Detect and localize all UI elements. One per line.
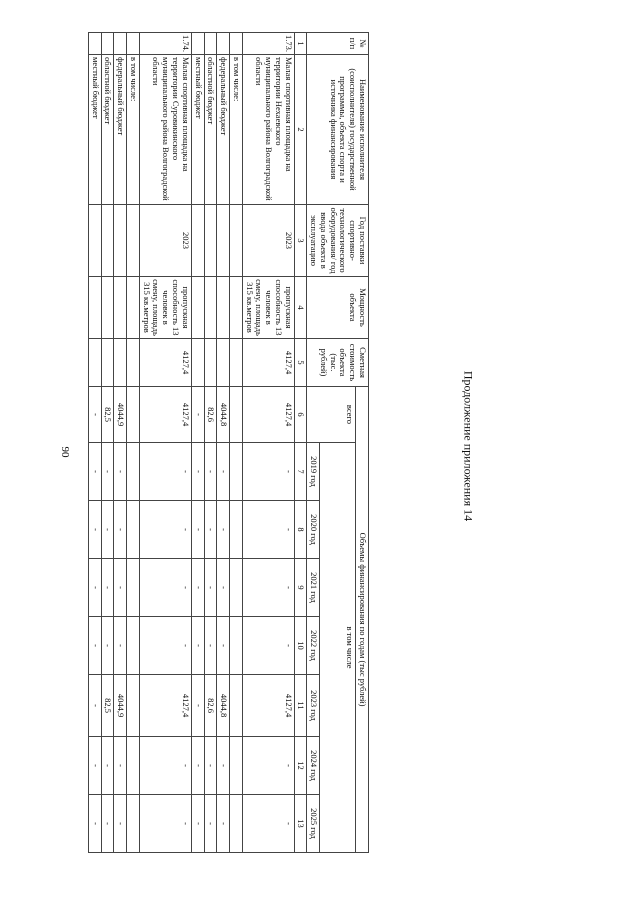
col-year-2022: 2022 год [307, 617, 320, 675]
cell-year [88, 205, 101, 277]
col-num-header: № п/п [307, 33, 369, 55]
cell-year-value: - [101, 501, 114, 559]
cell-year-value: - [101, 559, 114, 617]
cell-capacity [191, 277, 204, 339]
cell-year-value: - [114, 559, 127, 617]
cell-year-value [127, 617, 140, 675]
table-region [88, 32, 368, 839]
cell-year-value: - [114, 501, 127, 559]
cell-total: - [88, 387, 101, 443]
table-head [294, 33, 368, 853]
cell-year-value: - [191, 795, 204, 853]
col-year-2023: 2023 год [307, 675, 320, 737]
cell-year-value: - [139, 795, 191, 853]
col-year-2020: 2020 год [307, 501, 320, 559]
col-year-2025: 2025 год [307, 795, 320, 853]
cell-year-value: - [191, 675, 204, 737]
cell-year-value: 82,6 [204, 675, 217, 737]
cell-total: 4127,4 [242, 387, 294, 443]
index-cell: 6 [294, 387, 307, 443]
col-year-2019: 2019 год [307, 443, 320, 501]
appendix-header: Продолжение приложения 14 [461, 370, 476, 522]
cell-name: областной бюджет [101, 55, 114, 205]
cell-year [127, 205, 140, 277]
table-row [139, 33, 191, 853]
cell-cost [191, 339, 204, 387]
cell-year [191, 205, 204, 277]
cell-year [217, 205, 230, 277]
cell-year: 2023 [242, 205, 294, 277]
cell-name: местный бюджет [88, 55, 101, 205]
cell-year-value: - [114, 617, 127, 675]
cell-year-value: - [114, 443, 127, 501]
cell-year-value [230, 443, 243, 501]
col-cost-header: Сметная стоимость объекта (тыс. рублей) [307, 339, 369, 387]
index-cell: 7 [294, 443, 307, 501]
cell-year-value: - [242, 795, 294, 853]
cell-capacity [230, 277, 243, 339]
index-cell: 13 [294, 795, 307, 853]
cell-cost [114, 339, 127, 387]
index-cell: 5 [294, 339, 307, 387]
cell-name: областной бюджет [204, 55, 217, 205]
cell-capacity [127, 277, 140, 339]
cell-year-value: - [204, 559, 217, 617]
cell-name: федеральный бюджет [114, 55, 127, 205]
col-total-header: всего [307, 387, 356, 443]
cell-cost: 4127,4 [139, 339, 191, 387]
cell-year-value [127, 443, 140, 501]
cell-year [114, 205, 127, 277]
cell-cost [101, 339, 114, 387]
cell-cost [217, 339, 230, 387]
cell-num [191, 33, 204, 55]
cell-year-value: - [217, 617, 230, 675]
financing-table [88, 32, 369, 853]
index-cell: 9 [294, 559, 307, 617]
table-body [88, 33, 294, 853]
cell-year-value [230, 617, 243, 675]
cell-capacity: пропускная способность 13 человек в смену, площадь 315 кв.метров [139, 277, 191, 339]
cell-year-value: - [101, 617, 114, 675]
cell-year-value: - [191, 737, 204, 795]
cell-num [88, 33, 101, 55]
col-name-header: Наименование исполнителя (соисполнителя) государственной программы, объекта спорта и источника финансирования [307, 55, 369, 205]
table-row [217, 33, 230, 853]
cell-year-value: - [217, 501, 230, 559]
cell-year-value: - [139, 443, 191, 501]
cell-year-value [230, 501, 243, 559]
cell-num [127, 33, 140, 55]
table-row [114, 33, 127, 853]
cell-year-value: - [139, 737, 191, 795]
index-cell: 10 [294, 617, 307, 675]
col-financing-header: Объемы финансирования по годам (тыс рублей) [356, 387, 369, 853]
table-row [204, 33, 217, 853]
cell-year-value: - [101, 795, 114, 853]
cell-year-value: - [204, 617, 217, 675]
cell-year-value [127, 795, 140, 853]
cell-year-value: - [242, 443, 294, 501]
cell-year [204, 205, 217, 277]
cell-num [204, 33, 217, 55]
cell-name: федеральный бюджет [217, 55, 230, 205]
cell-year-value: - [191, 559, 204, 617]
cell-year-value: - [139, 617, 191, 675]
cell-cost [230, 339, 243, 387]
cell-year-value: - [217, 559, 230, 617]
cell-year-value: - [88, 559, 101, 617]
cell-year-value: - [139, 501, 191, 559]
cell-total: - [191, 387, 204, 443]
column-index-row [294, 33, 307, 853]
cell-total: 4044,8 [217, 387, 230, 443]
cell-year-value: - [88, 501, 101, 559]
cell-name: в том числе: [127, 55, 140, 205]
cell-total: 82,5 [101, 387, 114, 443]
cell-year [230, 205, 243, 277]
cell-year-value [127, 559, 140, 617]
table-row [242, 33, 294, 853]
cell-num [101, 33, 114, 55]
cell-year-value: - [88, 617, 101, 675]
cell-year-value: - [204, 795, 217, 853]
cell-year-value: - [242, 737, 294, 795]
cell-year-value: - [242, 617, 294, 675]
cell-cost [127, 339, 140, 387]
cell-total [127, 387, 140, 443]
cell-year-value: - [114, 737, 127, 795]
cell-capacity [217, 277, 230, 339]
cell-capacity: пропускная способность 13 человек в смену, площадь 315 кв.метров [242, 277, 294, 339]
cell-year-value [127, 675, 140, 737]
cell-cost: 4127,4 [242, 339, 294, 387]
col-capacity-header: Мощность объекта [307, 277, 369, 339]
cell-total [230, 387, 243, 443]
cell-year-value [127, 737, 140, 795]
cell-year-value: - [204, 443, 217, 501]
index-cell: 12 [294, 737, 307, 795]
cell-year-value: 4127,4 [139, 675, 191, 737]
cell-name: Малая спортивная площадка на территории Нехаевского муниципального района Волгоградской области [242, 55, 294, 205]
index-cell: 2 [294, 55, 307, 205]
index-cell: 1 [294, 33, 307, 55]
cell-year-value: - [101, 443, 114, 501]
cell-total: 4127,4 [139, 387, 191, 443]
cell-year-value: - [242, 559, 294, 617]
table-row [127, 33, 140, 853]
cell-year-value: 82,5 [101, 675, 114, 737]
cell-year-value: - [88, 795, 101, 853]
cell-year-value: - [217, 443, 230, 501]
cell-capacity [114, 277, 127, 339]
cell-year-value: - [88, 737, 101, 795]
col-year-2024: 2024 год [307, 737, 320, 795]
cell-num [217, 33, 230, 55]
cell-year-value: - [217, 737, 230, 795]
cell-year-value: - [204, 737, 217, 795]
cell-num [114, 33, 127, 55]
cell-num: 1.73. [242, 33, 294, 55]
cell-capacity [204, 277, 217, 339]
cell-capacity [88, 277, 101, 339]
cell-year-value: - [242, 501, 294, 559]
table-row [88, 33, 101, 853]
cell-year-value: - [88, 675, 101, 737]
cell-capacity [101, 277, 114, 339]
cell-year-value: 4127,4 [242, 675, 294, 737]
cell-year-value [127, 501, 140, 559]
page-number: 90 [59, 446, 71, 458]
cell-year-value [230, 559, 243, 617]
table-row [101, 33, 114, 853]
cell-year-value: - [191, 617, 204, 675]
cell-year-value: - [191, 443, 204, 501]
index-cell: 3 [294, 205, 307, 277]
col-year-header: Год поставки спортивно-технологического оборудования/ год ввода объекта в эксплуатацию [307, 205, 369, 277]
cell-year-value: - [114, 795, 127, 853]
cell-year-value: 4044,8 [217, 675, 230, 737]
cell-cost [88, 339, 101, 387]
cell-year-value [230, 737, 243, 795]
index-cell: 11 [294, 675, 307, 737]
cell-year-value: - [217, 795, 230, 853]
cell-year-value: 4044,9 [114, 675, 127, 737]
cell-name: Малая спортивная площадка на территории Суровикинского муниципального района Волгоградской области [139, 55, 191, 205]
rotated-table-container [90, 32, 369, 852]
table-row [191, 33, 204, 853]
cell-name: местный бюджет [191, 55, 204, 205]
cell-cost [204, 339, 217, 387]
cell-year-value: - [139, 559, 191, 617]
col-including-header: в том числе [320, 443, 356, 853]
cell-year [101, 205, 114, 277]
index-cell: 4 [294, 277, 307, 339]
cell-total: 82,6 [204, 387, 217, 443]
col-year-2021: 2021 год [307, 559, 320, 617]
index-cell: 8 [294, 501, 307, 559]
cell-year-value: - [204, 501, 217, 559]
cell-num [230, 33, 243, 55]
cell-year-value [230, 795, 243, 853]
table-row [230, 33, 243, 853]
cell-num: 1.74. [139, 33, 191, 55]
cell-year-value [230, 675, 243, 737]
cell-year-value: - [191, 501, 204, 559]
cell-year-value: - [88, 443, 101, 501]
cell-year: 2023 [139, 205, 191, 277]
cell-name: в том числе: [230, 55, 243, 205]
cell-year-value: - [101, 737, 114, 795]
cell-total: 4044,9 [114, 387, 127, 443]
